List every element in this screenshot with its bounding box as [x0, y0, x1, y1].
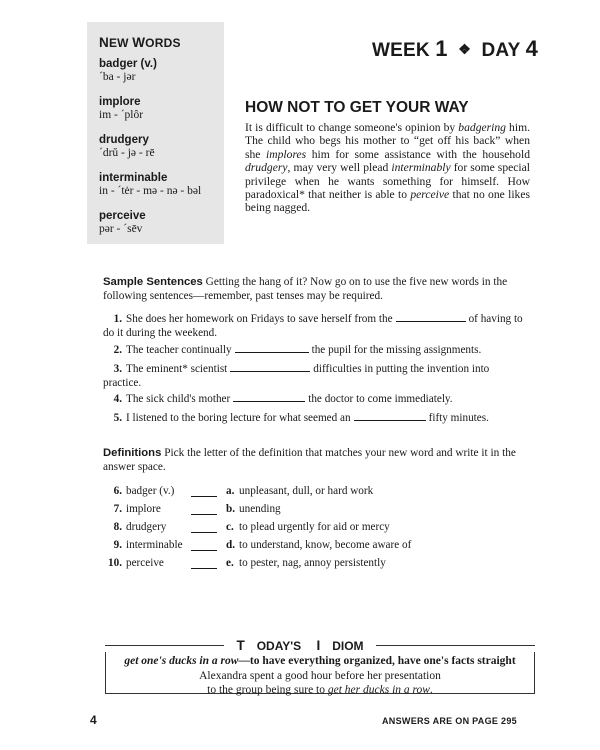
- answer-blank[interactable]: [191, 559, 217, 569]
- week-number: 1: [435, 36, 448, 61]
- vocab-entry: [99, 210, 146, 236]
- answer-blank[interactable]: [191, 487, 217, 497]
- diamond-separator-icon: ❖: [458, 41, 471, 57]
- sample-sentence: 3. The eminent* scientist difficulties in putting the invention into practice.: [103, 363, 490, 389]
- page-number: 4: [90, 713, 97, 727]
- vocab-pronunciation: pər - ˊsēv: [99, 223, 143, 235]
- idiom-example-line: to the group being sure to get her ducks in a row.: [207, 684, 433, 696]
- answer-blank[interactable]: [354, 411, 426, 421]
- vocab-entry: [99, 96, 143, 122]
- vocab-entry: [99, 58, 157, 84]
- vocab-word: implore: [99, 96, 141, 108]
- sample-sentences-intro: Sample Sentences Getting the hang of it? Now go on to use the five new words in the following sentences—remember, past tenses may be required.: [103, 276, 508, 302]
- answer-blank[interactable]: [235, 343, 309, 353]
- vocab-pronunciation: in - ˊtėr - mə - nə - bəl: [99, 185, 202, 197]
- definitions-label: Definitions: [103, 447, 162, 459]
- sample-sentences-label: Sample Sentences: [103, 276, 203, 288]
- idiom-phrase: get one's ducks in a row: [124, 655, 239, 667]
- idiom-example-line: Alexandra spent a good hour before her presentation: [199, 670, 441, 682]
- vocab-word: interminable: [99, 172, 168, 184]
- vocab-pronunciation: ˊdrŭ - jə - rē: [99, 147, 155, 159]
- answer-blank[interactable]: [233, 392, 305, 402]
- vocab-word: drudgery: [99, 134, 149, 146]
- sample-sentence: 5. I listened to the boring lecture for what seemed an fifty minutes.: [113, 412, 489, 424]
- vocab-pronunciation: im - ˊplôr: [99, 109, 144, 121]
- story-title: HOW NOT TO GET YOUR WAY: [245, 99, 469, 116]
- new-words-sidebar: [87, 22, 224, 244]
- definitions-intro: Definitions Pick the letter of the definition that matches your new word and write it in the answer space.: [103, 447, 516, 473]
- idiom-definition: get one's ducks in a row—to have everything organized, have one's facts straight: [124, 655, 516, 667]
- idiom-heading: T ODAY'S I DIOM: [0, 637, 600, 655]
- sample-sentence: 1. She does her homework on Fridays to save herself from the of having to do it during the weekend.: [103, 313, 523, 339]
- day-number: 4: [525, 36, 539, 61]
- week-day-heading: [372, 36, 538, 62]
- week-label: WEEK: [372, 40, 430, 61]
- vocab-entry: [99, 172, 201, 198]
- vocab-entry: [99, 134, 155, 160]
- sample-sentence: 4. The sick child's mother the doctor to come immediately.: [113, 393, 453, 405]
- new-words-heading: NEW WORDS: [99, 35, 181, 50]
- sample-sentence: 2. The teacher continually the pupil for the missing assignments.: [113, 344, 482, 356]
- story-paragraph: It is difficult to change someone's opinion by badgering him. The child who begs his mother to “get off his back” when she implores him for some assistance with the household drudgery, may very well plead interminably for some special privilege when he wants something for himself. How paradoxical* that neither is able to perceive that no one likes being nagged.: [245, 121, 530, 215]
- day-label: DAY: [481, 40, 521, 61]
- answer-blank[interactable]: [191, 505, 217, 515]
- vocab-pronunciation: ˊba - jər: [99, 71, 136, 83]
- answer-blank[interactable]: [396, 312, 466, 322]
- answer-blank[interactable]: [191, 523, 217, 533]
- answer-blank[interactable]: [230, 362, 310, 372]
- answer-blank[interactable]: [191, 541, 217, 551]
- vocab-word: badger (v.): [99, 58, 157, 70]
- answers-page-note: ANSWERS ARE ON PAGE 295: [382, 716, 517, 726]
- vocab-word: perceive: [99, 210, 146, 222]
